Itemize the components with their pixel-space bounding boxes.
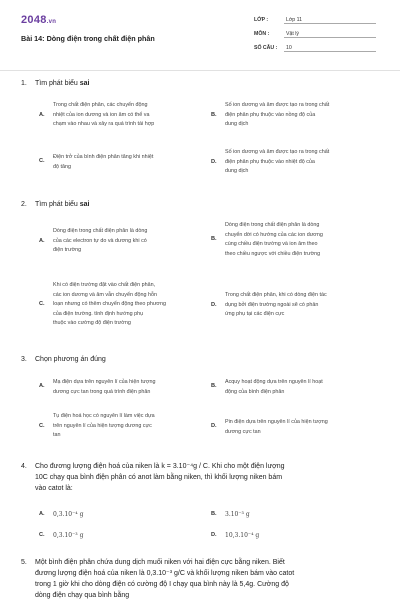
option-letter: A. xyxy=(39,383,45,389)
option-text-line: chạm vào nhau và xảy ra quá trình tái hợp xyxy=(53,121,155,127)
question-4 xyxy=(21,461,381,494)
question-text-line: Một bình điện phân chứa dung dịch muối niken với hai điện cực bằng niken. Biết xyxy=(35,559,285,566)
option-text-line: các ion dương và âm vẫn chuyển động hỗn xyxy=(53,291,157,298)
answer-option[interactable] xyxy=(211,418,386,438)
option-text-line: động của bình điện phân xyxy=(225,388,285,395)
meta-class xyxy=(254,17,376,24)
option-text-line: Tụ điện hoá học có nguyên lí làm việc dựa xyxy=(53,413,155,419)
option-text-line: Dòng điện trong chất điện phân là dòng xyxy=(53,228,148,234)
header-divider xyxy=(0,70,400,71)
answer-option[interactable] xyxy=(39,378,209,398)
question-prompt: Tìm phát biểu xyxy=(35,201,80,208)
option-text-line: điện trường xyxy=(53,247,82,253)
option-text-line: cùng chiều điện trường và ion âm theo xyxy=(225,241,318,247)
question-number: 3. xyxy=(21,356,27,363)
answer-option[interactable] xyxy=(211,291,386,321)
logo-text: 2048 xyxy=(21,14,47,26)
question-text-line: đương lượng điện hoá của niken là 0,3.10⁻³ g/C và khối lượng niken bám vào catot xyxy=(35,570,295,577)
option-text-line: điện phân phụ thuộc vào nồng độ của xyxy=(225,111,316,118)
meta-count-key: SỐ CÂU : xyxy=(254,45,278,51)
worksheet-header xyxy=(0,0,400,68)
question-prompt: Tìm phát biểu xyxy=(35,80,80,87)
question-number: 4. xyxy=(21,463,27,470)
answer-option[interactable] xyxy=(39,412,209,442)
option-text-line: theo chiều ngược với chiều điện trường xyxy=(225,250,321,257)
option-text-line: Trong chất điện phân, các chuyển động xyxy=(53,102,148,108)
option-letter: B. xyxy=(211,236,217,242)
option-letter: D. xyxy=(211,158,217,165)
answer-option[interactable] xyxy=(211,531,361,541)
option-text-line: điện phân phụ thuộc vào nhiệt độ của xyxy=(225,158,315,165)
option-text-line: Mạ điện dựa trên nguyên lí của hiện tượng xyxy=(53,379,156,385)
option-text-line: Số ion dương và âm được tạo ra trong chất xyxy=(225,149,330,155)
answer-option[interactable] xyxy=(211,148,386,178)
question-5 xyxy=(21,557,381,601)
question-number: 5. xyxy=(21,559,27,566)
option-text-line: độ tăng xyxy=(53,163,71,170)
option-letter: A. xyxy=(39,511,45,517)
option-text-line: Số ion dương và âm được tạo ra trong chất xyxy=(225,102,330,108)
option-text-line: dương cực tan trong quá trình điện phân xyxy=(53,388,151,395)
answer-option[interactable] xyxy=(39,281,207,331)
option-letter: A. xyxy=(39,111,45,118)
question-number: 1. xyxy=(21,80,27,87)
option-letter: C. xyxy=(39,422,45,429)
option-text-line: thuộc vào cường độ điện trường xyxy=(53,320,131,326)
option-letter: B. xyxy=(211,111,217,118)
option-text-line: dung dịch xyxy=(225,168,249,174)
option-value: 3.10⁻³ g xyxy=(225,511,250,518)
option-text-line: Pin điện dựa trên nguyên lí của hiện tượng xyxy=(225,419,328,425)
meta-count-value: 10 xyxy=(284,45,376,52)
answer-option[interactable] xyxy=(39,510,189,520)
answer-option[interactable] xyxy=(211,510,361,520)
site-logo[interactable] xyxy=(21,14,56,26)
option-text-line: tan xyxy=(53,432,61,438)
option-letter: C. xyxy=(39,158,45,164)
option-text-line: Trong chất điện phân, khi có dòng điện tác xyxy=(225,292,327,298)
option-value: 10,3.10⁻⁴ g xyxy=(225,532,260,539)
option-letter: B. xyxy=(211,511,217,517)
option-text-line: Điện trở của bình điện phân tăng khi nhiệt xyxy=(53,154,154,160)
page-title: Bài 14: Dòng điện trong chất điện phân xyxy=(21,34,155,43)
option-text-line: nhiệt của ion dương và ion âm có thể va xyxy=(53,111,150,118)
option-value: 0,3.10⁻³ g xyxy=(53,532,84,539)
meta-subject-value: Vật lý xyxy=(284,31,376,38)
question-prompt: Chọn phương án đúng xyxy=(35,356,106,363)
answer-option[interactable] xyxy=(39,227,204,257)
question-2 xyxy=(21,201,89,208)
question-prompt-emphasis: sai xyxy=(79,80,90,87)
question-text-line: trong 1 giờ khi cho dòng điện có cường độ I chạy qua bình này là 5,4g. Cường độ xyxy=(35,581,289,588)
option-text-line: dung dịch xyxy=(225,121,249,127)
question-text-line: Cho đương lượng điện hoá của niken là k = 3.10⁻⁴g / C. Khi cho một điện lượng xyxy=(35,463,285,470)
option-text-line: của các electron tự do và dương khi có xyxy=(53,237,147,244)
option-letter: C. xyxy=(39,301,45,307)
question-1 xyxy=(21,80,89,87)
question-text-line: dòng điện chạy qua bình bằng xyxy=(35,592,130,599)
answer-option[interactable] xyxy=(39,153,199,173)
option-value: 0,3.10⁻⁴ g xyxy=(53,511,84,518)
option-text-line: của điện trường. tính định hướng phụ xyxy=(53,310,144,317)
question-prompt-emphasis: sai xyxy=(79,201,90,208)
answer-option[interactable] xyxy=(39,101,199,131)
option-text-line: chuyển dời có hướng của các ion dương xyxy=(225,231,323,238)
question-text-line: vào catot là: xyxy=(35,485,73,492)
answer-option[interactable] xyxy=(211,221,386,261)
answer-option[interactable] xyxy=(211,378,386,398)
answer-option[interactable] xyxy=(39,531,189,541)
option-letter: D. xyxy=(211,301,217,308)
meta-subject-key: MÔN : xyxy=(254,31,270,37)
answer-option[interactable] xyxy=(211,101,386,131)
option-text-line: ứng phụ tại các điện cực xyxy=(225,311,285,317)
option-letter: D. xyxy=(211,532,217,538)
option-text-line: dương cực tan xyxy=(225,428,261,435)
option-text-line: loạn nhưng có thêm chuyển động theo phương xyxy=(53,301,166,307)
option-text-line: Acquy hoạt động dựa trên nguyên lí hoạt xyxy=(225,379,323,385)
option-text-line: Khi có điện trường đặt vào chất điện phân, xyxy=(53,282,156,288)
question-3 xyxy=(21,356,106,363)
question-text-line: 10C chạy qua bình điện phân có anot làm bằng niken, thì khối lượng niken bám xyxy=(35,474,283,481)
option-letter: A. xyxy=(39,237,45,244)
question-number: 2. xyxy=(21,201,27,208)
option-text-line: Dòng điện trong chất điện phân là dòng xyxy=(225,222,320,228)
logo-suffix: .vn xyxy=(46,19,57,25)
meta-class-key: LỚP : xyxy=(254,17,269,23)
option-text-line: trên nguyên lí của hiện tượng dương cực xyxy=(53,422,152,429)
option-text-line: dụng bởi điện trường ngoài sẽ có phản xyxy=(225,301,319,308)
option-letter: B. xyxy=(211,383,217,389)
option-letter: D. xyxy=(211,423,217,429)
meta-class-value: Lớp 11 xyxy=(284,17,376,24)
meta-subject xyxy=(254,31,376,38)
option-letter: C. xyxy=(39,532,45,538)
meta-count xyxy=(254,45,376,52)
